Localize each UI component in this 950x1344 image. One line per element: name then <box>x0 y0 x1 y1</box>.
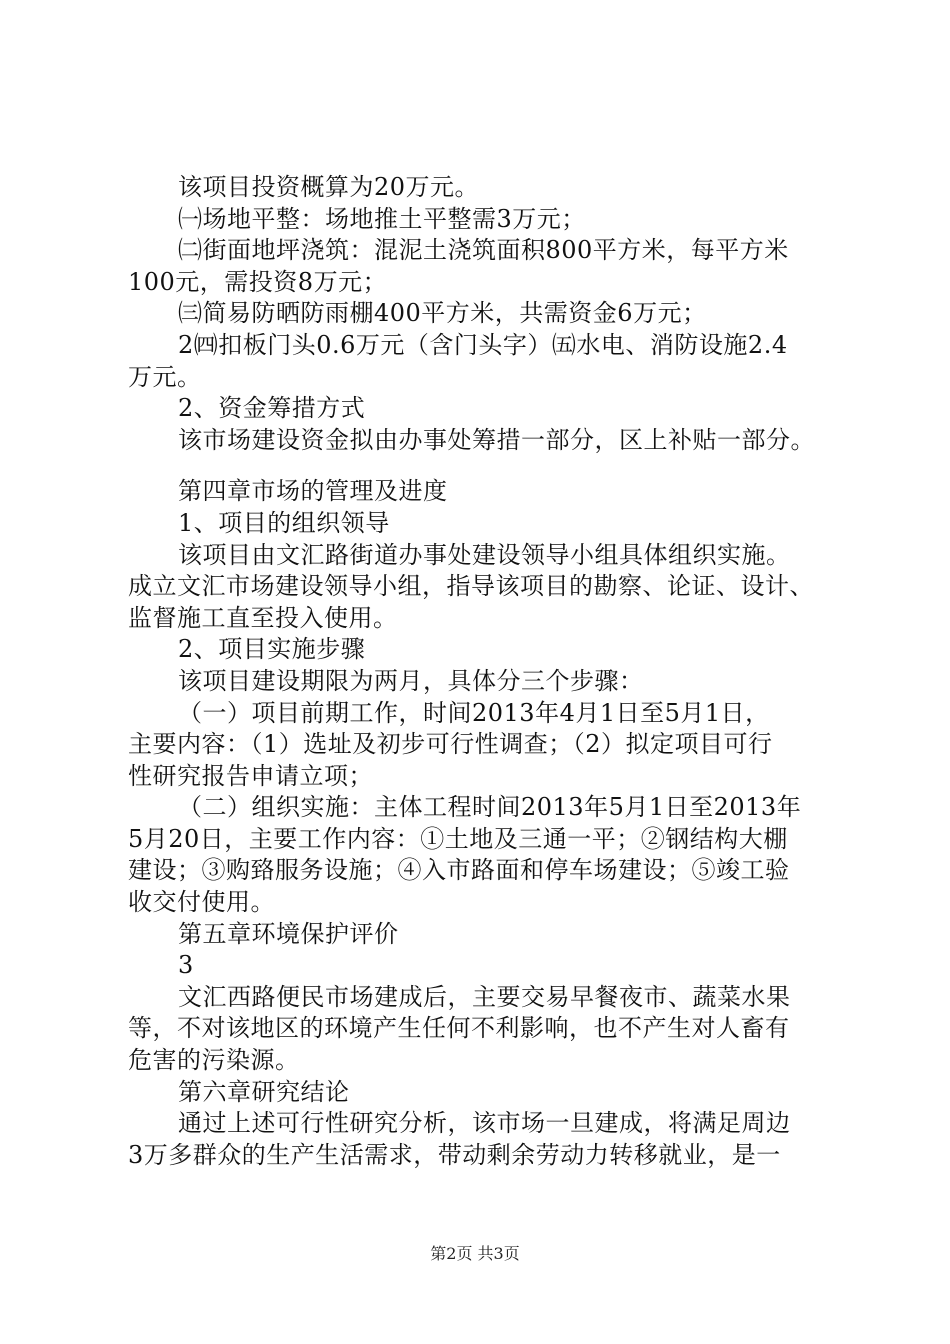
document-body <box>128 172 838 1171</box>
text-line: （二）组织实施：主体工程时间2013年5月1日至2013年 <box>178 793 802 822</box>
section-heading: 1、项目的组织领导 <box>178 508 390 537</box>
text-line: 5月20日，主要工作内容：①土地及三通一平；②钢结构大棚 <box>128 824 788 853</box>
text-line: 万元。 <box>128 362 202 391</box>
text-line: ㈢简易防晒防雨棚400平方米，共需资金6万元； <box>178 299 707 328</box>
text-line: 3 <box>178 951 194 980</box>
text-line: 主要内容：（1）选址及初步可行性调查；（2）拟定项目可行 <box>128 730 773 759</box>
text-line: 建设；③购臵服务设施；④入市路面和停车场建设；⑤竣工验 <box>128 856 790 885</box>
text-line: 成立文汇市场建设领导小组，指导该项目的勘察、论证、设计、 <box>128 572 814 601</box>
chapter-heading: 第四章市场的管理及进度 <box>178 477 448 506</box>
text-line: 2㈣扣板门头0.6万元（含门头字）㈤水电、消防设施2.4 <box>178 330 788 359</box>
text-line: （一）项目前期工作，时间2013年4月1日至5月1日， <box>178 698 770 727</box>
text-line: 该市场建设资金拟由办事处筹措一部分，区上补贴一部分。 <box>178 425 815 454</box>
text-line: 该项目投资概算为20万元。 <box>178 173 480 201</box>
section-heading: 2、项目实施步骤 <box>178 635 366 664</box>
text-line: 收交付使用。 <box>128 888 275 917</box>
text-line: ㈡街面地坪浇筑：混泥土浇筑面积800平方米，每平方米 <box>178 236 789 265</box>
text-line: 该项目建设期限为两月，具体分三个步骤： <box>178 666 644 695</box>
chapter-heading: 第五章环境保护评价 <box>178 919 399 948</box>
text-line: 3万多群众的生产生活需求，带动剩余劳动力转移就业，是一 <box>128 1140 781 1169</box>
text-line: 等，不对该地区的环境产生任何不利影响，也不产生对人畜有 <box>128 1014 790 1043</box>
page-footer <box>0 1244 950 1264</box>
text-line: 监督施工直至投入使用。 <box>128 603 398 632</box>
page-number-label: 第2页 共3页 <box>430 1244 520 1263</box>
text-line: ㈠场地平整：场地推土平整需3万元； <box>178 204 586 233</box>
section-heading: 2、资金筹措方式 <box>178 394 366 423</box>
text-line: 危害的污染源。 <box>128 1046 300 1075</box>
chapter-heading: 第六章研究结论 <box>178 1077 350 1106</box>
paragraph-gap <box>128 456 838 476</box>
text-line: 通过上述可行性研究分析，该市场一旦建成，将满足周边 <box>178 1109 791 1138</box>
text-line: 该项目由文汇路街道办事处建设领导小组具体组织实施。 <box>178 540 791 569</box>
text-line: 文汇西路便民市场建成后，主要交易早餐夜市、蔬菜水果 <box>178 982 791 1011</box>
text-line: 100元，需投资8万元； <box>128 267 388 296</box>
text-line: 性研究报告申请立项； <box>128 761 373 790</box>
